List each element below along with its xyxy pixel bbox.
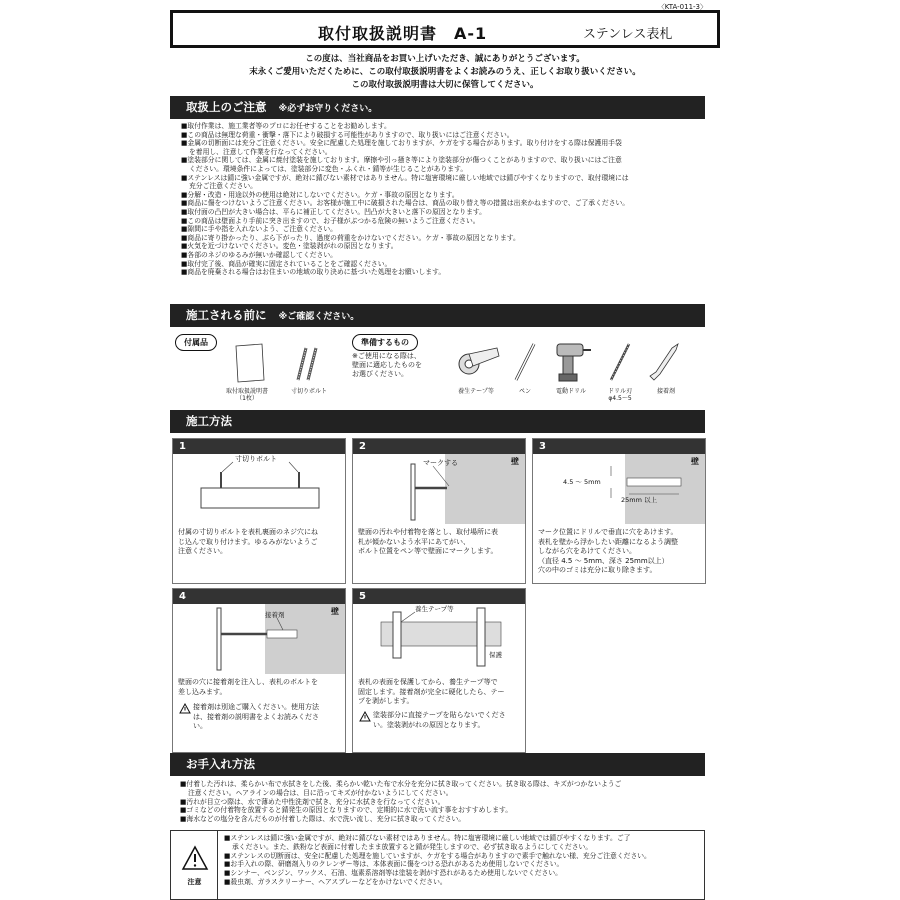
step-3-line: 穴の中のゴミは充分に取り除きます。 — [538, 566, 657, 574]
list-item: 承ください。また、鉄粉など表面に付着したまま放置すると錆が発生しますので、必ず拭き取るようにしてください。 — [232, 842, 593, 851]
prepare-label: 準備するもの — [352, 334, 418, 351]
step-5-warning-line: い。塗装剥がれの原因となります。 — [373, 720, 485, 729]
list-item: ■付着した汚れは、柔らかい布で水拭きをした後、柔らかい乾いた布で水分を充分に拭き取ってください。拭き取る際は、キズがつかないようご — [180, 780, 622, 788]
list-item: 注意ください。ヘアラインの場合は、目に沿ってキズが付かないようにしてください。 — [188, 788, 453, 797]
step-4 — [172, 588, 346, 753]
step-5-warning-line: 塗装部分に直接テープを貼らないでくださ — [373, 711, 506, 719]
step-2-text — [358, 528, 523, 557]
included-manual-qty: （1枚） — [236, 395, 258, 402]
wall-label: 壁 — [691, 457, 699, 466]
tool-tape-name: 養生テープ等 — [458, 388, 494, 395]
list-item: ■金属の切断面には充分ご注意ください。安全に配慮した処理を施しておりますが、ケガをする場合があります。取り付けをする際は保護用手袋 — [181, 139, 622, 148]
tool-drill-bit — [598, 388, 642, 402]
tool-tape — [448, 388, 504, 395]
step-3-text — [538, 528, 703, 576]
step-1-text — [178, 528, 343, 557]
step-1-line: じ込んで取り付けます。ゆるみがないようご — [178, 537, 318, 546]
list-item: ■お手入れの際、研磨剤入りのクレンザー等は、本体表面に傷をつける恐れがあるため使用しないでください。 — [224, 860, 564, 869]
step-5-warning — [373, 711, 506, 730]
step-1 — [172, 438, 346, 584]
bolt-icon — [290, 342, 326, 384]
step-2-number: 2 — [353, 439, 525, 454]
included-manual — [216, 388, 278, 402]
list-item: ■火気を近づけないでください。変色・塗装剥がれの原因となります。 — [181, 242, 398, 251]
drill-bit-icon — [605, 340, 635, 384]
method-section-header — [170, 410, 705, 433]
step-3-diameter-label: 4.5 〜 5mm — [563, 478, 601, 486]
step-3-depth-label: 25mm 以上 — [621, 496, 658, 504]
tool-drill-bit-name: ドリル刃 — [607, 388, 632, 395]
list-item: ■商品に寄り掛かったり、ぶら下がったり、過度の荷重をかけないでください。ケガ・事故の原因となります。 — [181, 233, 520, 242]
tool-adhesive-name: 接着剤 — [656, 388, 675, 395]
list-item: ■商品を廃棄される場合はお住まいの地域の取り決めに基づいた処理をお願いします。 — [181, 268, 446, 277]
step-4-warning — [193, 703, 319, 732]
list-item: ■汚れが目立つ際は、水で薄めた中性洗剤で拭き、充分に水拭きを行なってください。 — [180, 797, 445, 806]
caution-list — [181, 122, 701, 277]
list-item: ください。環境条件によっては、塗装部分に変色・ふくれ・錆等が生じることがあります。 — [189, 164, 468, 173]
tool-pen-name: ペン — [518, 388, 531, 395]
list-item: ■ステンレスの切断面は、安全に配慮した処理を施していますが、ケガをする場合がありますので素手で触れない様、充分ご注意ください。 — [224, 851, 651, 860]
step-4-line: 壁面の穴に接着剤を注入し、表札のボルトを — [178, 678, 318, 686]
step-5-tape-label: 養生テープ等 — [415, 605, 454, 613]
intro-line: この取付取扱説明書は大切に保管してください。 — [351, 80, 539, 90]
method-section-title: 施工方法 — [186, 414, 232, 428]
step-4-number: 4 — [173, 589, 345, 604]
wall-label: 壁 — [331, 607, 339, 616]
step-5 — [352, 588, 526, 753]
care-warning-icon-cell — [171, 831, 218, 899]
document-code: 〈KTA-011-3〉 — [657, 3, 707, 11]
pen-icon — [510, 340, 540, 384]
step-2 — [352, 438, 526, 584]
step-2-line: ボルト位置をペン等で壁面にマークします。 — [358, 547, 498, 555]
step-3-line: （直径 4.5 〜 5mm、深さ 25mm以上） — [538, 556, 669, 565]
step-3 — [532, 438, 706, 584]
step-5-number: 5 — [353, 589, 525, 604]
prepare-note-line: お選びください。 — [352, 370, 408, 378]
step-1-line: 注意ください。 — [178, 547, 227, 555]
step-4-illustration — [173, 604, 345, 674]
tape-icon — [455, 342, 501, 382]
list-item: ■塗装部分に関しては、金属に焼付塗装を施しております。摩擦や引っ掻き等により塗装部分が傷つくことがありますので、取り扱いにはご注意 — [181, 156, 622, 165]
step-4-text — [178, 678, 343, 697]
list-item: を着用し、注意して作業を行なってください。 — [189, 147, 332, 156]
included-label: 付属品 — [175, 334, 217, 351]
wall-label: 壁 — [511, 457, 519, 466]
step-5-text — [358, 678, 523, 707]
warning-icon — [359, 711, 371, 722]
step-2-line: 札が傾かないよう水平にあてがい、 — [358, 537, 470, 546]
title-box — [170, 10, 720, 48]
step-4-warning-line: は、接着剤の説明書をよくお読みくださ — [193, 712, 319, 721]
care-section-title: お手入れ方法 — [186, 757, 255, 771]
prepare-note-line: 壁面に適応したものを — [352, 361, 422, 369]
step-3-line: しながら穴をあけてください。 — [538, 547, 636, 555]
tool-pen — [508, 388, 542, 395]
step-4-warning-line: 接着剤は別途ご購入ください。使用方法 — [193, 703, 319, 711]
caution-section-note: ※必ずお守りください。 — [278, 104, 378, 114]
step-3-number: 3 — [533, 439, 705, 454]
step-5-line: 表札の表面を保護してから、養生テープ等で — [358, 678, 498, 686]
step-1-number: 1 — [173, 439, 345, 454]
step-5-line: プを剥がします。 — [358, 697, 414, 705]
list-item: ■ゴミなどの付着物を放置すると錆発生の原因となりますので、定期的に水で洗い流す事をおすすめします。 — [180, 806, 513, 815]
adhesive-icon — [648, 340, 682, 384]
list-item: ■海水などの塩分を含んだものが付着した際は、水で洗い流し、充分に拭き取ってください。 — [180, 815, 466, 824]
step-5-protect-label: 保護 — [489, 651, 502, 659]
before-section-header — [170, 304, 705, 327]
step-4-label: 接着剤 — [265, 611, 285, 619]
list-item: ■商品に傷をつけないようご注意ください。お客様が施工中に破損された場合は、商品の取り替え等の措置は出来かねますので、ご了承ください。 — [181, 199, 630, 208]
before-section-title: 施工される前に — [186, 308, 267, 322]
before-section-note: ※ご確認ください。 — [278, 312, 360, 322]
step-3-line: マーク位置にドリルで垂直に穴をあけます。 — [538, 528, 678, 536]
tool-drill — [546, 388, 596, 395]
list-item: ■殺虫剤、ガラスクリーナー、ヘアスプレーなどをかけないでください。 — [224, 877, 447, 886]
care-warning-list — [224, 834, 702, 887]
care-warning-label: 注意 — [187, 878, 202, 886]
warning-icon — [181, 845, 209, 871]
step-4-line: 差し込みます。 — [178, 687, 227, 696]
care-section-header — [170, 753, 705, 776]
step-1-label: 寸切りボルト — [235, 455, 277, 463]
list-item: ■この商品は無理な荷重・衝撃・落下により破損する可能性がありますので、取り扱いにはご注意ください。 — [181, 130, 514, 139]
step-2-label: マークする — [423, 459, 458, 467]
prepare-note-line: ※ご使用になる際は、 — [352, 352, 421, 360]
tool-drill-bit-size: φ4.5〜5 — [608, 395, 632, 402]
step-5-line: 固定します。接着剤が完全に硬化したら、テー — [358, 687, 505, 696]
list-item: ■分解・改造・用途以外の使用は絶対にしないでください。ケガ・事故の原因となります。 — [181, 190, 459, 199]
list-item: ■シンナー、ベンジン、ワックス、石油、塩素系溶剤等は塗装を剥がす恐れがあるため使用しないでください。 — [224, 869, 562, 878]
step-3-line: 表札を壁から浮かしたい距離になるよう調整 — [538, 537, 678, 546]
list-item: ■各部のネジのゆるみが無いか確認してください。 — [181, 250, 337, 259]
list-item: ■取付面の凸凹が大きい場合は、平らに補正してください。凹凸が大きいと落下の原因となります。 — [181, 207, 486, 216]
list-item: ■取付作業は、施工業者等のプロにお任せすることをお勧めします。 — [181, 122, 391, 130]
intro-line: この度は、当社商品をお買い上げいただき、誠にありがとうございます。 — [305, 54, 585, 64]
page-title: 取付取扱説明書 A-1 — [318, 24, 488, 43]
included-manual-name: 取付取扱説明書 — [225, 388, 268, 395]
step-5-illustration — [353, 604, 525, 674]
manual-icon — [228, 342, 268, 384]
intro-line: 末永くご愛用いただくために、この取付取扱説明書をよくお読みのうえ、正しくお取り扱いください。 — [249, 67, 641, 77]
step-2-illustration — [353, 454, 525, 524]
warning-icon — [179, 703, 191, 714]
intro-text — [170, 53, 720, 92]
page-subtitle: ステンレス表札 — [583, 27, 673, 42]
step-3-illustration — [533, 454, 705, 524]
care-warning-box — [170, 830, 705, 900]
caution-section-title: 取扱上のご注意 — [186, 100, 267, 114]
list-item: 充分ご注意ください。 — [189, 182, 257, 191]
list-item: ■隙間に手や指を入れないよう、ご注意ください。 — [181, 225, 337, 234]
step-2-line: 壁面の汚れや付着物を落とし、取付場所に表 — [358, 528, 498, 536]
list-item: ■この商品は壁面より手前に突き出ますので、お子様がぶつかる危険の無いようご注意ください。 — [181, 216, 480, 225]
care-list — [180, 780, 700, 824]
list-item: ■取付完了後、商品が確実に固定されていることをご確認ください。 — [181, 259, 392, 268]
caution-section-header — [170, 96, 705, 119]
step-1-illustration — [173, 454, 345, 524]
included-bolt — [284, 388, 334, 395]
step-4-warning-line: い。 — [193, 722, 207, 730]
included-bolt-name: 寸切りボルト — [290, 388, 327, 395]
list-item: ■ステンレスは錆に強い金属ですが、絶対に錆びない素材ではありません。特に塩害環境に厳しい地域では錆びやすくなります。ご了 — [224, 834, 631, 842]
step-1-line: 付属の寸切りボルトを表札裏面のネジ穴にね — [178, 528, 318, 536]
list-item: ■ステンレスは錆に強い金属ですが、絶対に錆びない素材ではありません。特に塩害環境に厳しい地域では錆びやすくなりますので、取付環境には — [181, 173, 629, 182]
tool-adhesive — [646, 388, 686, 395]
tool-drill-name: 電動ドリル — [555, 388, 586, 395]
drill-icon — [553, 338, 593, 384]
prepare-note — [352, 352, 422, 379]
